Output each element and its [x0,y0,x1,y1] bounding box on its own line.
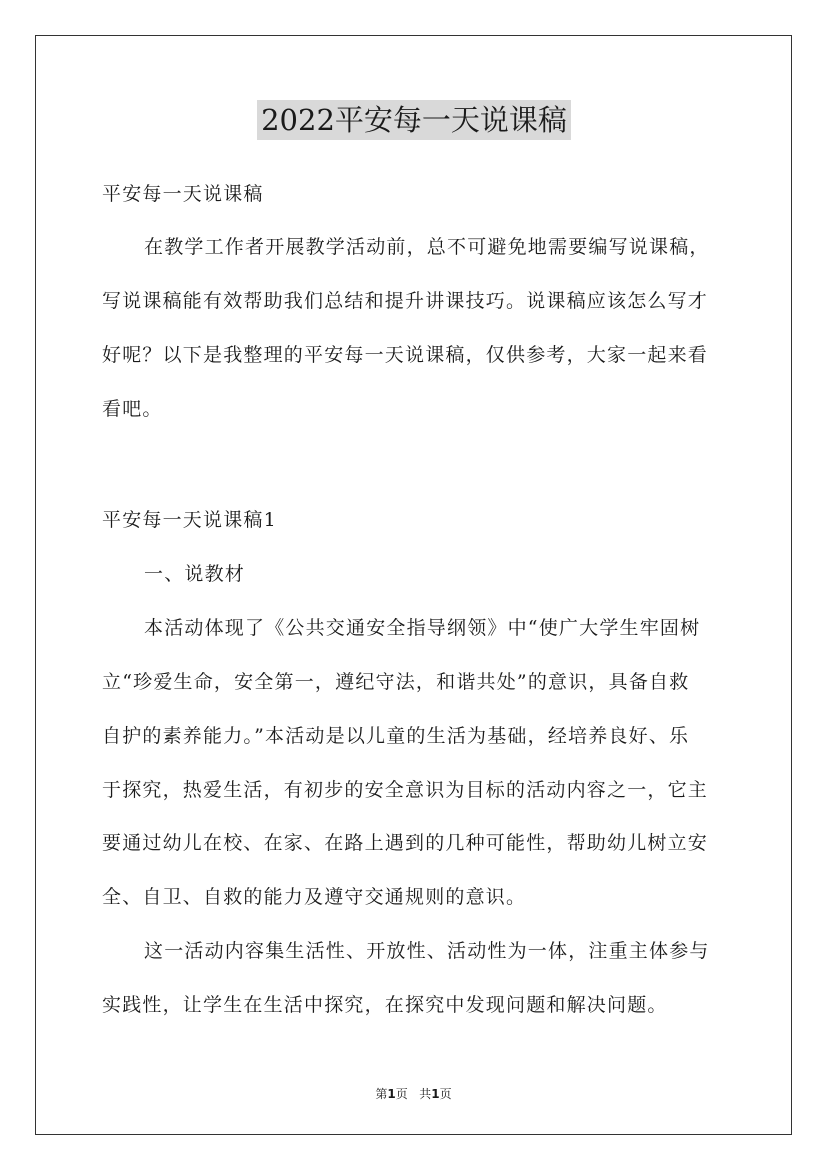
intro-line-3: 好呢？以下是我整理的平安每一天说课稿，仅供参考，大家一起来看 [102,344,709,366]
document-title: 2022平安每一天说课稿 [257,100,571,140]
page-footer [0,1085,827,1102]
intro-line-4: 看吧。 [102,398,163,420]
intro-line-2: 写说课稿能有效帮助我们总结和提升讲课技巧。说课稿应该怎么写才 [102,290,709,312]
para1-line-3: 自护的素养能力。”本活动是以儿童的生活为基础，经培养良好、乐 [102,725,690,747]
section-heading: 平安每一天说课稿1 [102,509,277,531]
subsection-heading: 一、说教材 [144,563,246,585]
para1-line-6: 全、自卫、自救的能力及遵守交通规则的意识。 [102,886,527,908]
footer-page-prefix: 第 [375,1087,388,1101]
intro-line-1: 在教学工作者开展教学活动前，总不可避免地需要编写说课稿， [144,236,710,258]
para1-line-4: 于探究，热爱生活，有初步的安全意识为目标的活动内容之一，它主 [102,779,709,801]
para2-line-2: 实践性，让学生在生活中探究，在探究中发现问题和解决问题。 [102,994,668,1016]
document-subtitle: 平安每一天说课稿 [102,183,264,205]
footer-total-pages: 1 [431,1087,440,1101]
footer-page-number: 1 [387,1087,396,1101]
footer-total-prefix: 共 [419,1087,432,1101]
footer-page-suffix: 页 [395,1087,408,1101]
para1-line-1: 本活动体现了《公共交通安全指导纲领》中“使广大学生牢固树 [144,617,701,639]
para1-line-2: 立“珍爱生命，安全第一，遵纪守法，和谐共处”的意识，具备自救 [102,671,690,693]
para1-line-5: 要通过幼儿在校、在家、在路上遇到的几种可能性，帮助幼儿树立安 [102,832,709,854]
para2-line-1: 这一活动内容集生活性、开放性、活动性为一体，注重主体参与 [144,940,710,962]
footer-total-suffix: 页 [439,1087,452,1101]
